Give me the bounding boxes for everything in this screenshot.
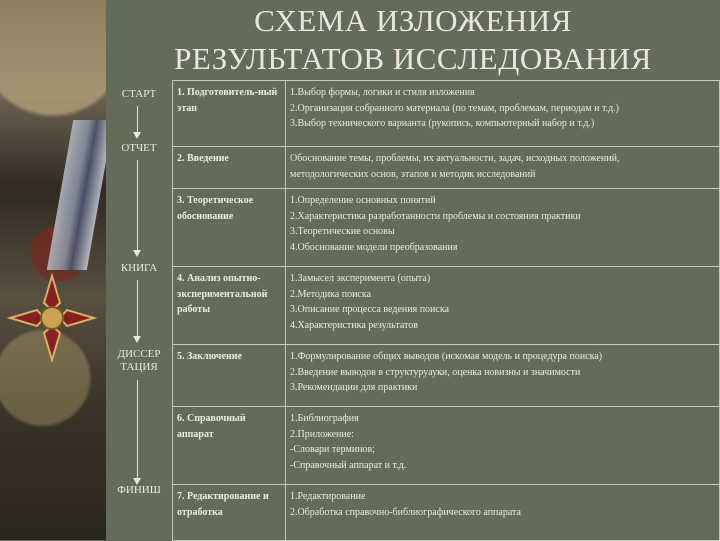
item-line: 2.Приложение: [290, 428, 354, 440]
step-book: КНИГА [120, 262, 158, 274]
item-line: 1.Формулирование общих выводов (искомая модель и процедура поиска) [290, 351, 603, 362]
item-line: 2.Введение выводов в структуруауки, оценка новизны и значимости [290, 366, 581, 378]
arrow-line [137, 280, 138, 338]
item-line: 4.Характеристика результатов [290, 319, 418, 331]
item-line: 2.Характеристика разработанности проблемы и состояния практики [290, 210, 581, 222]
table-row [173, 485, 720, 541]
arrow-down-icon [133, 132, 141, 139]
item-line: -Словари терминов; [290, 444, 376, 455]
item-line: методологических основ, этапов и методик исследований [290, 168, 536, 180]
table-row [173, 345, 720, 407]
item-line: 3.Рекомендации для практики [290, 382, 418, 393]
stage-cell: 3. Теоретическое обоснование [173, 189, 286, 267]
progress-column [106, 82, 172, 540]
items-cell [286, 189, 720, 267]
items-cell [286, 147, 720, 189]
table-row [173, 81, 720, 147]
item-line: 2.Методика поиска [290, 288, 372, 300]
item-line: 3.Описание процесса ведения поиска [290, 304, 449, 315]
table-row [173, 267, 720, 345]
item-line: 1.Замысел эксперимента (опыта) [290, 273, 431, 284]
decorative-photo [0, 0, 106, 540]
title-line-1: СХЕМА ИЗЛОЖЕНИЯ [254, 3, 572, 38]
items-cell [286, 485, 720, 541]
step-start: СТАРТ [121, 88, 157, 100]
step-report: ОТЧЕТ [121, 142, 157, 154]
arrow-down-icon [133, 250, 141, 257]
item-line: 4.Обоснование модели преобразования [290, 241, 458, 253]
slide-title [106, 2, 720, 78]
item-line: -Справочный аппарат и т.д. [290, 459, 407, 471]
arrow-line [137, 160, 138, 252]
item-line: 1.Выбор формы, логики и стиля изложения [290, 87, 475, 98]
stage-cell: 5. Заключение [173, 345, 286, 407]
items-cell [286, 407, 720, 485]
item-line: 2.Обработка справочно-библиографического аппарата [290, 506, 521, 518]
items-cell [286, 345, 720, 407]
table-row [173, 189, 720, 267]
step-finish: ФИНИШ [117, 484, 161, 496]
stage-cell: 1. Подготовитель-ный этап [173, 81, 286, 147]
arrow-line [137, 380, 138, 480]
table-row [173, 147, 720, 189]
item-line: 3.Теоретические основы [290, 226, 395, 237]
slide-content [106, 0, 720, 540]
stage-cell: 2. Введение [173, 147, 286, 189]
step-dissertation: ДИССЕР ТАЦИЯ [117, 348, 161, 373]
items-cell [286, 81, 720, 147]
arrow-line [137, 106, 138, 134]
results-table [172, 80, 720, 541]
item-line: Обоснование темы, проблемы, их актуальности, задач, исходных положений, [290, 153, 620, 164]
item-line: 1.Библиография [290, 413, 359, 424]
item-line: 1.Редактирование [290, 491, 366, 502]
table-row [173, 407, 720, 485]
item-line: 3.Выбор технического варианта (рукопись, компьютерный набор и т.д.) [290, 118, 595, 129]
stage-cell: 4. Анализ опытно-экспериментальной работы [173, 267, 286, 345]
item-line: 1.Определение основных понятий [290, 195, 436, 206]
order-cross-icon [2, 268, 102, 368]
stage-cell: 7. Редактирование и отработка [173, 485, 286, 541]
item-line: 2.Организация собранного материала (по темам, проблемам, периодам и т.д.) [290, 102, 619, 114]
arrow-down-icon [133, 336, 141, 343]
title-line-2: РЕЗУЛЬТАТОВ ИССЛЕДОВАНИЯ [174, 41, 652, 76]
items-cell [286, 267, 720, 345]
stage-cell: 6. Справочный аппарат [173, 407, 286, 485]
